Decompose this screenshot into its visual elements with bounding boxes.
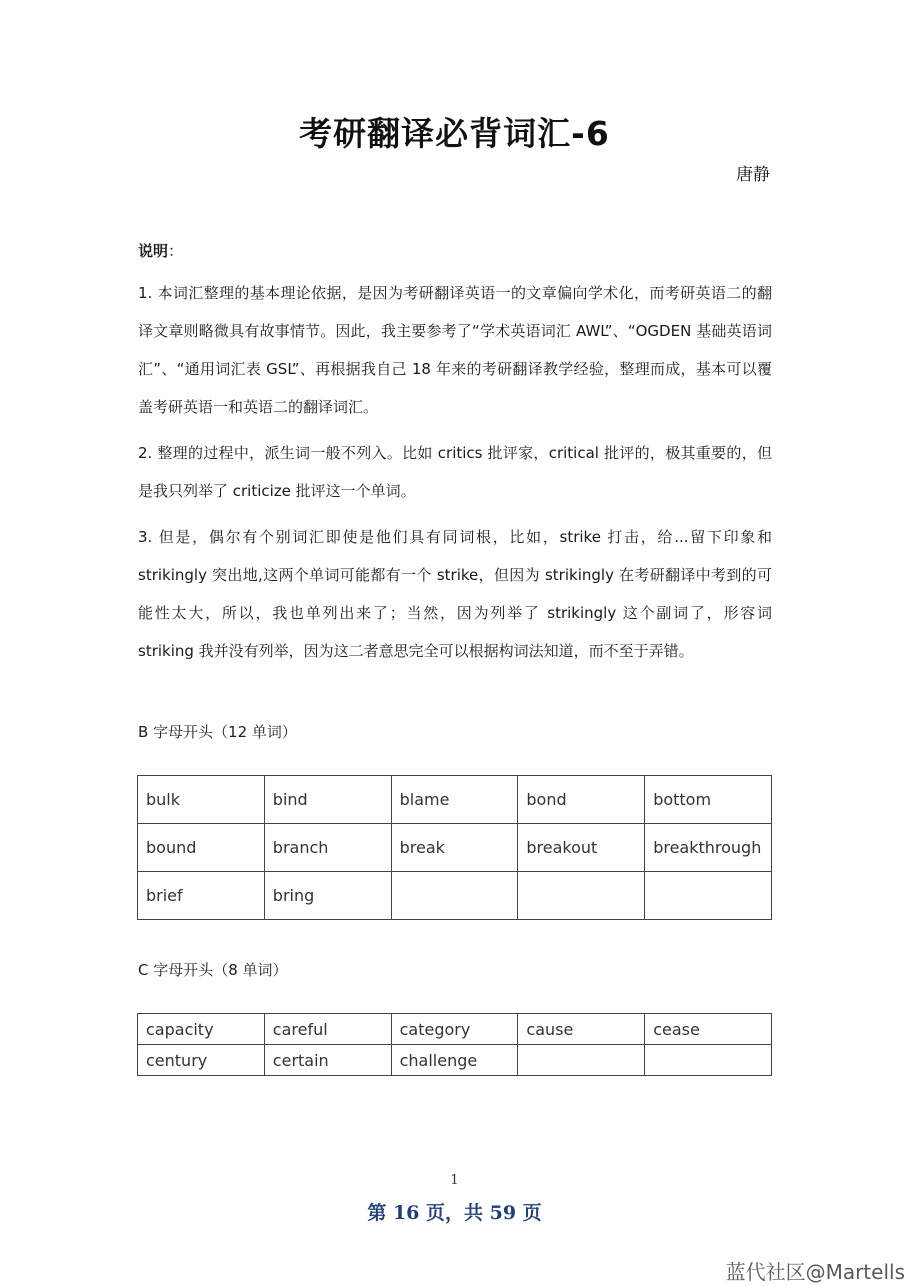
table-cell: cause xyxy=(518,1014,645,1045)
table-cell: branch xyxy=(264,824,391,872)
table-cell xyxy=(518,872,645,920)
table-cell xyxy=(518,1045,645,1076)
table-cell: bound xyxy=(138,824,265,872)
table-cell: bind xyxy=(264,776,391,824)
notes-heading-label: 说明 xyxy=(138,242,169,260)
table-cell: careful xyxy=(264,1014,391,1045)
notes-section xyxy=(138,236,772,670)
table-row xyxy=(138,824,772,872)
note-paragraph-2: 2. 整理的过程中，派生词一般不列入。比如 critics 批评家，critical 批评的，极其重要的，但是我只列举了 criticize 批评这一个单词。 xyxy=(138,444,772,500)
table-row xyxy=(138,776,772,824)
word-table-c xyxy=(137,1013,772,1076)
word-table-b xyxy=(137,775,772,920)
table-cell xyxy=(645,872,772,920)
table-cell: challenge xyxy=(391,1045,518,1076)
section-title-c: C 字母开头（8 单词） xyxy=(138,961,288,979)
table-cell xyxy=(645,1045,772,1076)
table-cell: bottom xyxy=(645,776,772,824)
page-number: 1 xyxy=(450,1173,459,1188)
table-cell xyxy=(391,872,518,920)
table-row xyxy=(138,1045,772,1076)
page-count-footer: 第 16 页，共 59 页 xyxy=(367,1202,542,1224)
document-title: 考研翻译必背词汇-6 xyxy=(299,114,610,153)
table-cell: cease xyxy=(645,1014,772,1045)
note-paragraph-1: 1. 本词汇整理的基本理论依据，是因为考研翻译英语一的文章偏向学术化，而考研英语二的翻译文章则略微具有故事情节。因此，我主要参考了“学术英语词汇 AWL”、“OGDEN 基础英语词汇”、“通用词汇表 GSL”、再根据我自己 18 年来的考研翻译教学经验，整理而成，基本可以覆盖考研英语一和英语二的翻译词汇。 xyxy=(138,284,772,416)
table-row xyxy=(138,1014,772,1045)
table-cell: century xyxy=(138,1045,265,1076)
table-cell: bulk xyxy=(138,776,265,824)
watermark: 蓝代社区@Martells xyxy=(725,1260,905,1284)
table-row xyxy=(138,872,772,920)
table-cell: blame xyxy=(391,776,518,824)
author-name: 唐静 xyxy=(736,165,770,185)
table-cell: breakout xyxy=(518,824,645,872)
notes-heading-colon: ： xyxy=(168,242,184,260)
table-cell: bond xyxy=(518,776,645,824)
notes-heading xyxy=(138,236,772,266)
table-cell: bring xyxy=(264,872,391,920)
table-cell: break xyxy=(391,824,518,872)
table-cell: certain xyxy=(264,1045,391,1076)
table-cell: brief xyxy=(138,872,265,920)
section-title-b: B 字母开头（12 单词） xyxy=(138,723,297,741)
note-paragraph-3: 3. 但是，偶尔有个别词汇即使是他们具有同词根，比如，strike 打击，给...留下印象和 strikingly 突出地,这两个单词可能都有一个 strike，但因为 strikingly 在考研翻译中考到的可能性太大，所以，我也单列出来了；当然，因为列举了 strikingly 这个副词了，形容词 striking 我并没有列举，因为这二者意思完全可以根据构词法知道，而不至于弄错。 xyxy=(138,528,772,660)
table-cell: category xyxy=(391,1014,518,1045)
table-cell: breakthrough xyxy=(645,824,772,872)
table-cell: capacity xyxy=(138,1014,265,1045)
